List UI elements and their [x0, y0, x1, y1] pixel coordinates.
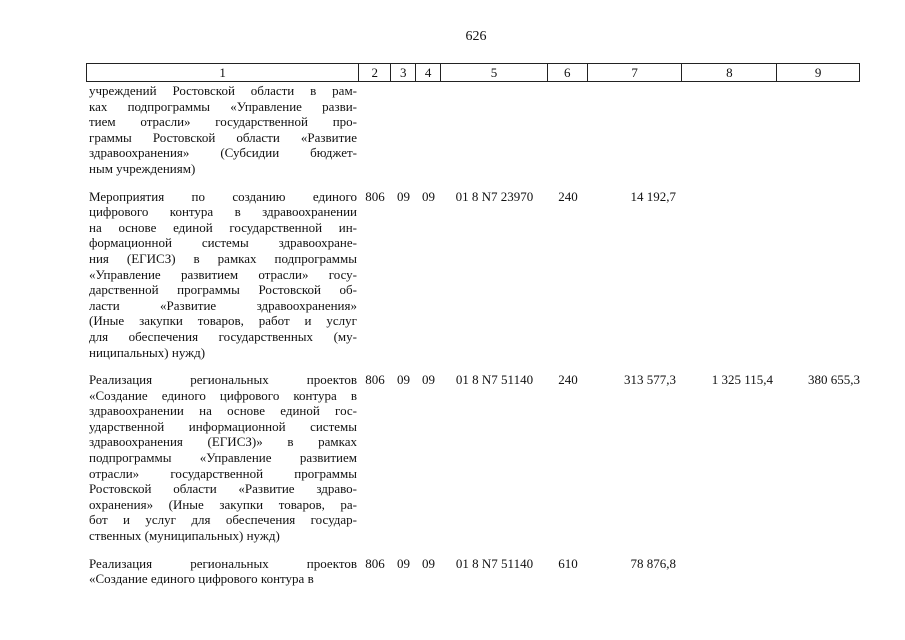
description-line: ласти «Развитие здравоохранения»: [89, 297, 357, 313]
description-line: формационной системы здравоохране-: [89, 235, 357, 251]
row-description: [86, 83, 359, 177]
amount-year-3: [778, 556, 860, 587]
column-header-7: 7: [588, 64, 683, 81]
expense-type-code: 610: [558, 555, 578, 571]
amount-year-3: [778, 189, 860, 361]
amount-year-1: 14 192,7: [630, 188, 676, 204]
target-article-code: 01 8 N7 51140: [455, 372, 534, 388]
description-line: здравоохранения (ЕГИСЗ)» в рамках: [89, 434, 357, 450]
subsection-code: 09: [422, 555, 435, 571]
ministry-code: 806: [365, 188, 385, 204]
amount-year-2: [683, 83, 778, 177]
section-code: 09: [397, 372, 410, 388]
description-line: ственных (муниципальных) нужд): [89, 528, 280, 544]
description-line: учреждений Ростовской области в рам-: [89, 83, 357, 98]
column-header-5: 5: [441, 64, 548, 81]
page-number: 626: [465, 29, 487, 44]
amount-year-1: [588, 83, 683, 177]
subsection-code: [416, 83, 441, 177]
column-header-2: 2: [359, 64, 391, 81]
column-header-8: 8: [682, 64, 777, 81]
description-line: граммы Ростовской области «Развитие: [89, 129, 357, 145]
description-line: цифрового контура в здравоохранении: [89, 204, 357, 220]
amount-year-1: 313 577,3: [624, 372, 676, 388]
description-line: «Создание единого цифрового контура в: [89, 387, 357, 403]
section-code: 09: [397, 555, 410, 571]
description-line: охранения» (Иные закупки товаров, ра-: [89, 496, 357, 512]
table-row: [86, 83, 860, 177]
target-article-code: [441, 83, 548, 177]
table-row: [86, 189, 860, 361]
description-line: ниципальных) нужд): [89, 344, 206, 360]
description-line: ударственной информационной системы: [89, 418, 357, 434]
description-line: на основе единой государственной ин-: [89, 219, 357, 235]
description-line: «Управление развитием отрасли» госу-: [89, 266, 357, 282]
description-line: Мероприятия по созданию единого: [89, 188, 357, 204]
expense-type-code: [548, 83, 588, 177]
description-line: бот и услуг для обеспечения государ-: [89, 512, 357, 528]
description-line: (Иные закупки товаров, работ и услуг: [89, 313, 357, 329]
row-description: [86, 372, 359, 544]
description-line: Ростовской области «Развитие здраво-: [89, 481, 357, 497]
subsection-code: 09: [422, 188, 435, 204]
column-header-4: 4: [416, 64, 441, 81]
section-code: [391, 83, 416, 177]
column-header-1: 1: [87, 64, 359, 81]
target-article-code: 01 8 N7 51140: [455, 555, 534, 571]
table-row: [86, 372, 860, 544]
table-body: [86, 83, 860, 587]
amount-year-3: [778, 83, 860, 177]
column-header-9: 9: [814, 64, 822, 80]
amount-year-1: 78 876,8: [630, 555, 676, 571]
section-code: 09: [397, 188, 410, 204]
description-line: дарственной программы Ростовской об-: [89, 282, 357, 298]
description-line: для обеспечения государственных (му-: [89, 328, 357, 344]
target-article-code: 01 8 N7 23970: [455, 188, 534, 204]
amount-year-2: [683, 189, 778, 361]
description-line: Реализация региональных проектов: [89, 372, 357, 388]
description-line: здравоохранения» (Субсидии бюджет-: [89, 145, 357, 161]
description-line: ния (ЕГИСЗ) в рамках подпрограммы: [89, 250, 357, 266]
ministry-code: 806: [365, 555, 385, 571]
ministry-code: [359, 83, 391, 177]
row-description: [86, 556, 359, 587]
description-line: «Создание единого цифрового контура в: [89, 571, 314, 587]
row-description: [86, 189, 359, 361]
column-header-6: 6: [548, 64, 588, 81]
description-line: тием отрасли» государственной про-: [89, 114, 357, 130]
ministry-code: 806: [365, 372, 385, 388]
description-line: подпрограммы «Управление развитием: [89, 450, 357, 466]
description-line: ках подпрограммы «Управление разви-: [89, 98, 357, 114]
subsection-code: 09: [422, 372, 435, 388]
description-line: здравоохранении на основе единой гос-: [89, 403, 357, 419]
description-line: отрасли» государственной программы: [89, 465, 357, 481]
table-row: [86, 556, 860, 587]
expense-type-code: 240: [558, 188, 578, 204]
amount-year-2: 1 325 115,4: [711, 372, 773, 388]
description-line: ным учреждениям): [89, 160, 196, 176]
amount-year-2: [683, 556, 778, 587]
column-header-3: 3: [391, 64, 416, 81]
table-header-row: [86, 63, 860, 82]
expense-type-code: 240: [558, 372, 578, 388]
amount-year-3: 380 655,3: [808, 372, 860, 388]
description-line: Реализация региональных проектов: [89, 555, 357, 571]
